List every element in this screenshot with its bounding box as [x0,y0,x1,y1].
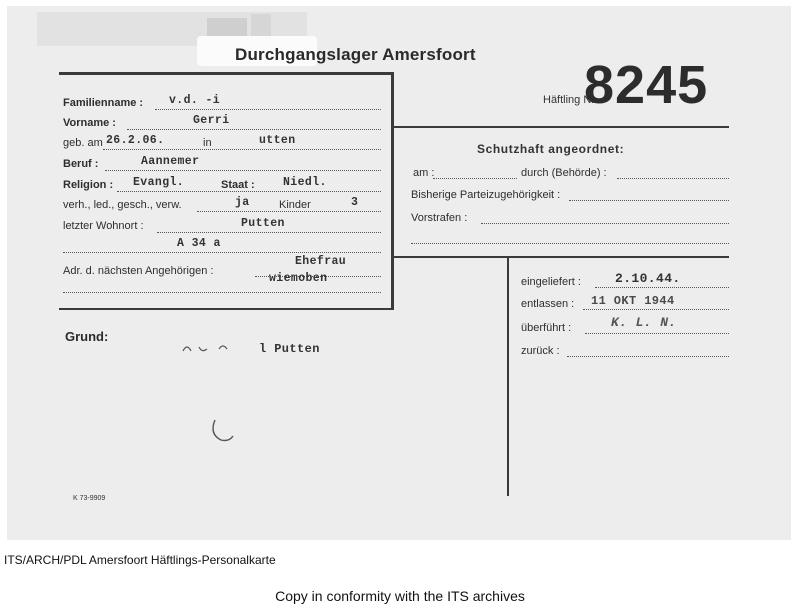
grund-label: Grund: [65,329,109,344]
wohnort-line [157,232,381,233]
angehoerige-value: Ehefrau [295,255,347,268]
geboren-line [103,149,381,150]
haeftling-label: Häftling Nr. [543,94,598,106]
right-top-rule [393,126,729,128]
geboren-value: 26.2.06. [106,134,165,147]
familienstand-value: ja [235,196,250,209]
schutzhaft-durch-line [617,178,729,179]
form-code: K 73-9909 [73,495,106,502]
kinder-label: Kinder [279,199,311,211]
schutzhaft-durch-label: durch (Behörde) : [521,167,607,179]
ueberfuehrt-line [585,333,729,334]
familienstand-label: verh., led., gesch., verw. [63,199,182,211]
entlassen-value: 11 OKT 1944 [591,294,675,308]
eingeliefert-line [595,287,729,288]
grund-smudge [177,339,257,359]
angehoerige-line2 [63,292,381,293]
movements-divider [507,256,509,496]
vorname-value: Gerri [193,114,230,127]
familienname-value: v.d. -i [169,94,221,107]
left-box-bottom-rule [59,308,393,310]
vorstrafen-line2 [411,243,729,244]
grund-value: l Putten [259,342,320,356]
vorstrafen-label: Vorstrafen : [411,212,468,224]
wohnort-value-line2: A 34 a [177,237,221,250]
schutzhaft-heading: Schutzhaft angeordnet: [477,142,625,156]
zurueck-line [567,356,729,357]
eingeliefert-label: eingeliefert : [521,276,581,288]
partei-line [569,200,729,201]
religion-value: Evangl. [133,176,185,189]
top-rule [59,72,392,75]
angehoerige-label: Adr. d. nächsten Angehörigen : [63,265,214,277]
familienname-label: Familienname : [63,97,144,109]
beruf-label: Beruf : [63,158,99,170]
religion-label: Religion : [63,179,114,191]
staat-value: Niedl. [283,176,327,189]
entlassen-line [583,309,729,310]
card-title: Durchgangslager Amersfoort [235,45,476,64]
religion-line [117,191,381,192]
zurueck-label: zurück : [521,345,560,357]
familienstand-line [197,211,381,212]
haeftling-number: 8245 [584,55,709,115]
left-box-rule [391,72,394,310]
vorname-line [127,129,381,130]
kinder-value: 3 [351,196,359,209]
staat-label: Staat : [221,179,255,191]
geboren-label: geb. am [63,137,103,149]
wohnort-line2 [63,252,381,253]
schutzhaft-am-line [433,178,517,179]
partei-label: Bisherige Parteizugehörigkeit : [411,189,561,201]
familienname-line [155,109,381,110]
geboren-ort-label: in [203,137,212,149]
ueberfuehrt-label: überführt : [521,322,572,334]
angehoerige-value-line2: wiemoben [269,272,328,285]
personal-card [7,6,791,540]
archive-footer: Copy in conformity with the ITS archives [275,588,525,604]
right-mid-rule [393,256,729,258]
beruf-line [105,170,381,171]
eingeliefert-value: 2.10.44. [615,271,681,286]
beruf-value: Aannemer [141,155,200,168]
pen-mark [205,416,245,446]
vorname-label: Vorname : [63,117,116,129]
archive-caption: ITS/ARCH/PDL Amersfoort Häftlings-Personalkarte [4,553,276,567]
wohnort-value: Putten [241,217,285,230]
schutzhaft-am-label: am : [413,167,435,179]
vorstrafen-line [481,223,729,224]
wohnort-label: letzter Wohnort : [63,220,144,232]
ueberfuehrt-value: K. L. N. [611,315,677,330]
geboren-ort-value: utten [259,134,296,147]
entlassen-label: entlassen : [521,298,575,310]
